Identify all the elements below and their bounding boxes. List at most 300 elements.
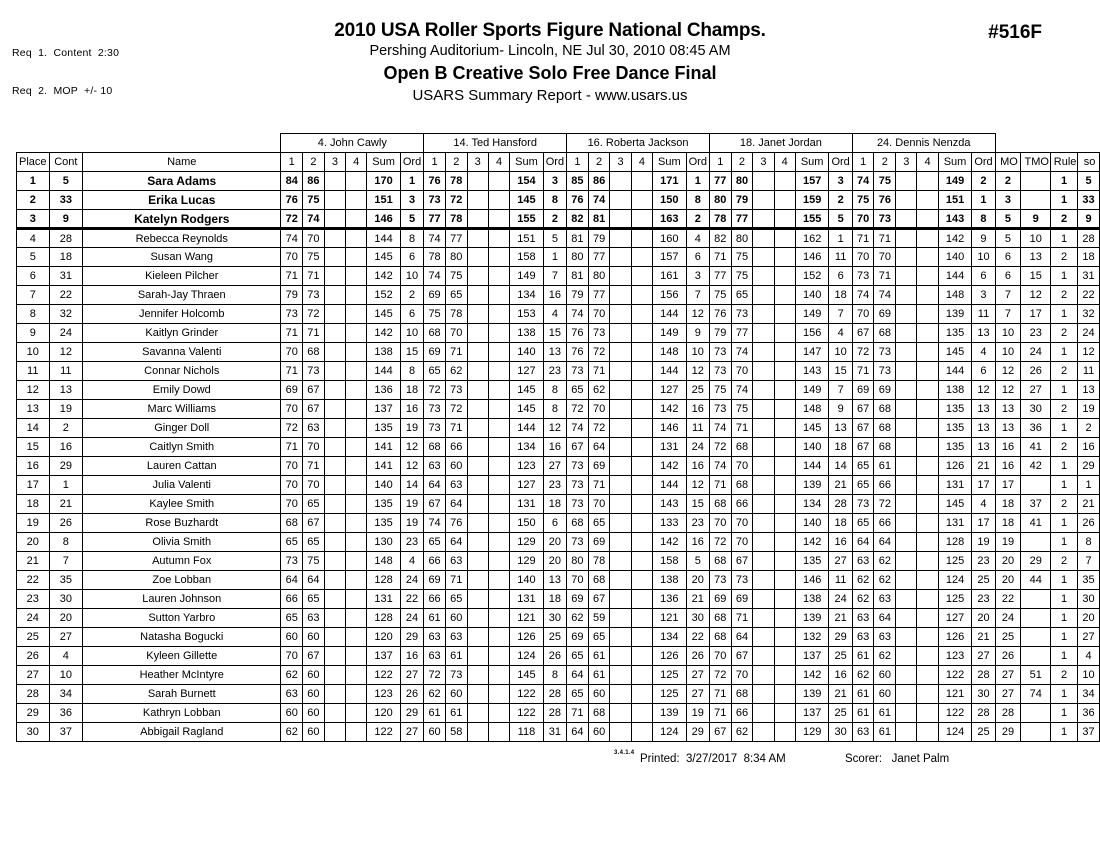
- cell-j3-ord: 10: [829, 343, 852, 362]
- cell-j0-s1: 64: [281, 571, 303, 590]
- cell-tmo: [1021, 723, 1051, 742]
- table-row[interactable]: [17, 571, 1100, 590]
- cell-name: Heather McIntyre: [83, 666, 281, 685]
- cell-j1-s3: [467, 324, 488, 343]
- column-header-j1-sum: Sum: [510, 153, 544, 172]
- cell-j2-sum: 126: [653, 647, 687, 666]
- table-row[interactable]: [17, 704, 1100, 723]
- table-row[interactable]: [17, 723, 1100, 742]
- cell-j4-s3: [896, 229, 917, 248]
- cell-j2-s1: 80: [567, 248, 589, 267]
- column-header-j3-4: 4: [774, 153, 795, 172]
- cell-j3-s2: 70: [731, 457, 753, 476]
- cell-mo: 10: [995, 343, 1021, 362]
- cell-j4-s1: 70: [852, 248, 874, 267]
- cell-j3-s4: [774, 305, 795, 324]
- cell-j0-s2: 71: [303, 324, 325, 343]
- cell-j1-sum: 151: [510, 229, 544, 248]
- cell-j2-ord: 27: [686, 666, 709, 685]
- cell-j0-s4: [346, 267, 367, 286]
- cell-j4-s1: 64: [852, 533, 874, 552]
- cell-j4-s1: 65: [852, 457, 874, 476]
- cell-mo: 20: [995, 571, 1021, 590]
- judge-header-0: 4. John Cawly: [281, 134, 424, 153]
- cell-j3-s4: [774, 552, 795, 571]
- cell-j1-s1: 61: [424, 609, 446, 628]
- cell-j2-s3: [610, 647, 631, 666]
- cell-j2-s3: [610, 704, 631, 723]
- cell-j2-s1: 72: [567, 400, 589, 419]
- spacer-mo: [995, 134, 1021, 153]
- cell-j1-s4: [488, 590, 509, 609]
- cell-j2-s1: 65: [567, 381, 589, 400]
- cell-j4-ord: 28: [972, 666, 995, 685]
- cell-j4-s2: 68: [874, 438, 896, 457]
- cell-j0-ord: 2: [400, 286, 423, 305]
- cell-j2-s4: [631, 590, 652, 609]
- cell-so: 24: [1078, 324, 1100, 343]
- cell-j1-s3: [467, 210, 488, 229]
- cell-j4-sum: 135: [938, 419, 972, 438]
- cell-j3-s2: 70: [731, 514, 753, 533]
- judge-header-1: 14. Ted Hansford: [424, 134, 567, 153]
- cell-j0-sum: 137: [367, 647, 401, 666]
- cell-j0-s4: [346, 647, 367, 666]
- cell-j0-s2: 60: [303, 704, 325, 723]
- cell-j1-ord: 3: [543, 172, 566, 191]
- cell-j2-s3: [610, 533, 631, 552]
- cell-j2-s4: [631, 343, 652, 362]
- cell-tmo: 26: [1021, 362, 1051, 381]
- cell-j1-ord: 8: [543, 666, 566, 685]
- cell-cont: 21: [49, 495, 83, 514]
- cell-j0-s2: 63: [303, 609, 325, 628]
- cell-cont: 31: [49, 267, 83, 286]
- cell-j4-s3: [896, 590, 917, 609]
- cell-j1-s2: 80: [445, 248, 467, 267]
- cell-j4-sum: 126: [938, 628, 972, 647]
- cell-j0-sum: 140: [367, 476, 401, 495]
- cell-j3-s1: 69: [709, 590, 731, 609]
- cell-j1-s2: 73: [445, 666, 467, 685]
- cell-j0-s4: [346, 400, 367, 419]
- cell-j3-s2: 73: [731, 305, 753, 324]
- cell-j1-s3: [467, 267, 488, 286]
- cell-j1-sum: 126: [510, 628, 544, 647]
- cell-j4-s4: [917, 666, 938, 685]
- requirement-2: Req 2. MOP +/- 10: [12, 84, 113, 97]
- table-row[interactable]: [17, 305, 1100, 324]
- cell-j3-s4: [774, 628, 795, 647]
- cell-j0-ord: 27: [400, 723, 423, 742]
- cell-j1-sum: 140: [510, 343, 544, 362]
- cell-so: 12: [1078, 343, 1100, 362]
- cell-cont: 12: [49, 343, 83, 362]
- cell-tmo: 36: [1021, 419, 1051, 438]
- judge-header-row: [17, 134, 1100, 153]
- cell-j0-s3: [324, 210, 345, 229]
- cell-j3-s4: [774, 381, 795, 400]
- table-row[interactable]: [17, 457, 1100, 476]
- cell-j3-s2: 75: [731, 267, 753, 286]
- cell-j0-s1: 71: [281, 324, 303, 343]
- cell-j0-sum: 137: [367, 400, 401, 419]
- cell-cont: 34: [49, 685, 83, 704]
- event-title: Open B Creative Solo Free Dance Final: [383, 63, 717, 83]
- cell-place: 17: [17, 476, 50, 495]
- cell-j4-sum: 135: [938, 400, 972, 419]
- cell-j1-s2: 78: [445, 172, 467, 191]
- cell-j2-ord: 21: [686, 590, 709, 609]
- cell-j1-s4: [488, 343, 509, 362]
- cell-j1-s2: 78: [445, 210, 467, 229]
- table-row[interactable]: [17, 172, 1100, 191]
- cell-j0-s4: [346, 381, 367, 400]
- cell-j2-s4: [631, 191, 652, 210]
- cell-j1-s1: 72: [424, 666, 446, 685]
- cell-j4-s4: [917, 210, 938, 229]
- cell-j3-sum: 162: [795, 229, 829, 248]
- cell-j3-s2: 68: [731, 685, 753, 704]
- table-row[interactable]: [17, 685, 1100, 704]
- table-row[interactable]: [17, 419, 1100, 438]
- cell-j2-ord: 24: [686, 438, 709, 457]
- cell-j3-s3: [753, 210, 774, 229]
- cell-j4-s2: 75: [874, 172, 896, 191]
- cell-j3-sum: 139: [795, 609, 829, 628]
- table-row[interactable]: [17, 476, 1100, 495]
- cell-j0-sum: 120: [367, 704, 401, 723]
- cell-j1-s2: 71: [445, 571, 467, 590]
- cell-j4-s1: 71: [852, 362, 874, 381]
- cell-j2-s2: 67: [588, 590, 610, 609]
- cell-j4-s4: [917, 704, 938, 723]
- column-header-cont: Cont: [49, 153, 83, 172]
- cell-j0-s2: 60: [303, 628, 325, 647]
- table-row[interactable]: [17, 514, 1100, 533]
- cell-j2-sum: 144: [653, 362, 687, 381]
- cell-j1-s1: 69: [424, 286, 446, 305]
- cell-j3-ord: 28: [829, 495, 852, 514]
- cell-j1-sum: 149: [510, 267, 544, 286]
- cell-so: 37: [1078, 723, 1100, 742]
- cell-j0-s3: [324, 590, 345, 609]
- cell-j2-s1: 65: [567, 647, 589, 666]
- table-row[interactable]: [17, 248, 1100, 267]
- cell-j1-s4: [488, 628, 509, 647]
- cell-j2-sum: 136: [653, 590, 687, 609]
- cell-j3-sum: 134: [795, 495, 829, 514]
- cell-place: 27: [17, 666, 50, 685]
- cell-j3-s4: [774, 476, 795, 495]
- cell-place: 30: [17, 723, 50, 742]
- cell-j2-s1: 82: [567, 210, 589, 229]
- cell-j2-s2: 80: [588, 267, 610, 286]
- table-row[interactable]: [17, 552, 1100, 571]
- cell-j4-ord: 6: [972, 362, 995, 381]
- cell-j4-s4: [917, 286, 938, 305]
- table-row[interactable]: [17, 381, 1100, 400]
- cell-j1-s3: [467, 609, 488, 628]
- cell-cont: 20: [49, 609, 83, 628]
- cell-j0-s2: 73: [303, 362, 325, 381]
- cell-j0-s1: 70: [281, 476, 303, 495]
- cell-j0-sum: 142: [367, 324, 401, 343]
- cell-j4-ord: 25: [972, 571, 995, 590]
- cell-j0-sum: 151: [367, 191, 401, 210]
- cell-j3-sum: 144: [795, 457, 829, 476]
- cell-j3-ord: 18: [829, 514, 852, 533]
- cell-j2-s4: [631, 210, 652, 229]
- cell-j0-s1: 62: [281, 666, 303, 685]
- cell-j4-ord: 28: [972, 704, 995, 723]
- cell-j3-ord: 15: [829, 362, 852, 381]
- cell-j3-s1: 72: [709, 438, 731, 457]
- cell-name: Rose Buzhardt: [83, 514, 281, 533]
- cell-j2-s3: [610, 495, 631, 514]
- cell-j4-ord: 20: [972, 609, 995, 628]
- cell-j1-s1: 63: [424, 457, 446, 476]
- cell-j3-s3: [753, 533, 774, 552]
- cell-j2-s3: [610, 476, 631, 495]
- column-header-j0-ord: Ord: [400, 153, 423, 172]
- cell-cont: 35: [49, 571, 83, 590]
- table-row[interactable]: [17, 400, 1100, 419]
- cell-j3-ord: 21: [829, 476, 852, 495]
- cell-j3-s2: 77: [731, 210, 753, 229]
- cell-j2-ord: 3: [686, 267, 709, 286]
- cell-j4-s3: [896, 343, 917, 362]
- table-row[interactable]: [17, 590, 1100, 609]
- cell-j0-ord: 5: [400, 210, 423, 229]
- cell-place: 26: [17, 647, 50, 666]
- cell-name: Zoe Lobban: [83, 571, 281, 590]
- cell-j0-s3: [324, 647, 345, 666]
- spacer-place: [17, 134, 50, 153]
- cell-j1-ord: 13: [543, 571, 566, 590]
- cell-rule: 1: [1051, 419, 1078, 438]
- cell-j0-s1: 73: [281, 552, 303, 571]
- cell-j4-s4: [917, 305, 938, 324]
- cell-j3-s2: 73: [731, 571, 753, 590]
- table-row[interactable]: [17, 286, 1100, 305]
- cell-j3-sum: 146: [795, 571, 829, 590]
- cell-j2-sum: 142: [653, 533, 687, 552]
- cell-j1-ord: 4: [543, 305, 566, 324]
- cell-so: 7: [1078, 552, 1100, 571]
- table-row[interactable]: [17, 609, 1100, 628]
- cell-j1-s3: [467, 191, 488, 210]
- cell-j2-s1: 76: [567, 324, 589, 343]
- cell-j4-s2: 72: [874, 495, 896, 514]
- cell-j1-s2: 72: [445, 400, 467, 419]
- cell-j4-ord: 13: [972, 400, 995, 419]
- cell-j3-sum: 145: [795, 419, 829, 438]
- cell-j2-s4: [631, 172, 652, 191]
- cell-j1-sum: 123: [510, 457, 544, 476]
- cell-j3-s3: [753, 704, 774, 723]
- cell-j0-ord: 19: [400, 495, 423, 514]
- cell-j3-s1: 82: [709, 229, 731, 248]
- cell-j0-s2: 67: [303, 647, 325, 666]
- cell-j3-s2: 79: [731, 191, 753, 210]
- cell-j4-s4: [917, 400, 938, 419]
- cell-j3-s4: [774, 172, 795, 191]
- cell-cont: 11: [49, 362, 83, 381]
- table-row[interactable]: [17, 267, 1100, 286]
- cell-cont: 33: [49, 191, 83, 210]
- cell-j1-ord: 13: [543, 343, 566, 362]
- table-row[interactable]: [17, 438, 1100, 457]
- cell-j3-s4: [774, 647, 795, 666]
- cell-j4-ord: 23: [972, 590, 995, 609]
- cell-rule: 1: [1051, 571, 1078, 590]
- cell-tmo: [1021, 533, 1051, 552]
- column-header-tmo: TMO: [1021, 153, 1051, 172]
- cell-j4-sum: 121: [938, 685, 972, 704]
- cell-so: 36: [1078, 704, 1100, 723]
- cell-j4-s3: [896, 210, 917, 229]
- cell-j1-s4: [488, 438, 509, 457]
- cell-j3-ord: 5: [829, 210, 852, 229]
- column-header-j1-3: 3: [467, 153, 488, 172]
- cell-j3-sum: 157: [795, 172, 829, 191]
- cell-j0-s3: [324, 514, 345, 533]
- cell-j3-ord: 7: [829, 305, 852, 324]
- cell-j4-s4: [917, 229, 938, 248]
- table-row[interactable]: [17, 210, 1100, 229]
- cell-rule: 1: [1051, 647, 1078, 666]
- cell-j2-s3: [610, 438, 631, 457]
- cell-name: Connar Nichols: [83, 362, 281, 381]
- cell-j2-s3: [610, 419, 631, 438]
- cell-j4-sum: 140: [938, 248, 972, 267]
- cell-j1-sum: 131: [510, 495, 544, 514]
- cell-j2-s2: 65: [588, 514, 610, 533]
- cell-j3-s3: [753, 172, 774, 191]
- cell-mo: 18: [995, 514, 1021, 533]
- table-row[interactable]: [17, 229, 1100, 248]
- cell-j2-sum: 150: [653, 191, 687, 210]
- cell-j3-s1: 68: [709, 609, 731, 628]
- cell-j1-s4: [488, 172, 509, 191]
- table-row[interactable]: [17, 324, 1100, 343]
- cell-j0-ord: 22: [400, 590, 423, 609]
- cell-j3-ord: 3: [829, 172, 852, 191]
- cell-j0-s2: 60: [303, 723, 325, 742]
- table-row[interactable]: [17, 191, 1100, 210]
- column-header-j3-1: 1: [709, 153, 731, 172]
- cell-cont: 19: [49, 400, 83, 419]
- cell-tmo: 29: [1021, 552, 1051, 571]
- cell-j0-s4: [346, 571, 367, 590]
- cell-j0-s1: 72: [281, 419, 303, 438]
- cell-rule: 1: [1051, 723, 1078, 742]
- cell-j3-s1: 74: [709, 457, 731, 476]
- cell-j3-s2: 70: [731, 362, 753, 381]
- cell-j4-s1: 74: [852, 286, 874, 305]
- cell-j4-s3: [896, 381, 917, 400]
- cell-so: 29: [1078, 457, 1100, 476]
- cell-place: 22: [17, 571, 50, 590]
- cell-j3-s4: [774, 400, 795, 419]
- cell-j1-sum: 154: [510, 172, 544, 191]
- cell-j0-s2: 71: [303, 267, 325, 286]
- cell-j0-s1: 70: [281, 457, 303, 476]
- table-row[interactable]: [17, 647, 1100, 666]
- cell-j3-s3: [753, 514, 774, 533]
- table-row[interactable]: [17, 362, 1100, 381]
- cell-j4-s3: [896, 723, 917, 742]
- cell-j3-ord: 14: [829, 457, 852, 476]
- cell-j4-s3: [896, 305, 917, 324]
- cell-j3-sum: 155: [795, 210, 829, 229]
- cell-j0-sum: 135: [367, 495, 401, 514]
- cell-j3-sum: 138: [795, 590, 829, 609]
- cell-j1-ord: 15: [543, 324, 566, 343]
- cell-so: 9: [1078, 210, 1100, 229]
- cell-j0-s4: [346, 305, 367, 324]
- table-row[interactable]: [17, 533, 1100, 552]
- cell-j3-s1: 73: [709, 400, 731, 419]
- cell-j1-s4: [488, 552, 509, 571]
- cell-j0-s4: [346, 666, 367, 685]
- cell-j4-sum: 127: [938, 609, 972, 628]
- cell-j1-s3: [467, 362, 488, 381]
- cell-j1-s3: [467, 248, 488, 267]
- cell-j1-s3: [467, 438, 488, 457]
- cell-j2-s4: [631, 533, 652, 552]
- table-row[interactable]: [17, 666, 1100, 685]
- table-row[interactable]: [17, 495, 1100, 514]
- cell-j3-s3: [753, 400, 774, 419]
- cell-j4-s3: [896, 267, 917, 286]
- table-row[interactable]: [17, 628, 1100, 647]
- cell-j3-sum: 140: [795, 286, 829, 305]
- cell-j3-sum: 149: [795, 305, 829, 324]
- cell-j3-ord: 30: [829, 723, 852, 742]
- cell-j3-ord: 16: [829, 666, 852, 685]
- cell-j3-sum: 143: [795, 362, 829, 381]
- table-row[interactable]: [17, 343, 1100, 362]
- cell-j3-sum: 149: [795, 381, 829, 400]
- cell-j2-s3: [610, 552, 631, 571]
- column-header-j0-1: 1: [281, 153, 303, 172]
- cell-j0-s4: [346, 248, 367, 267]
- cell-j0-ord: 3: [400, 191, 423, 210]
- cell-place: 25: [17, 628, 50, 647]
- cell-j2-s1: 74: [567, 419, 589, 438]
- cell-j3-s2: 68: [731, 476, 753, 495]
- cell-j0-s4: [346, 419, 367, 438]
- cell-j1-ord: 1: [543, 248, 566, 267]
- cell-j4-s1: 65: [852, 476, 874, 495]
- cell-j4-s4: [917, 172, 938, 191]
- cell-j1-s3: [467, 172, 488, 191]
- cell-j2-s2: 70: [588, 305, 610, 324]
- cell-j1-s1: 64: [424, 476, 446, 495]
- cell-j1-ord: 27: [543, 457, 566, 476]
- cell-j4-s3: [896, 628, 917, 647]
- cell-j0-s3: [324, 495, 345, 514]
- spacer-cont: [49, 134, 83, 153]
- cell-j4-sum: 122: [938, 704, 972, 723]
- cell-rule: 2: [1051, 495, 1078, 514]
- cell-name: Kyleen Gillette: [83, 647, 281, 666]
- cell-j1-s2: 72: [445, 191, 467, 210]
- cell-j4-s1: 70: [852, 210, 874, 229]
- cell-j0-s2: 65: [303, 495, 325, 514]
